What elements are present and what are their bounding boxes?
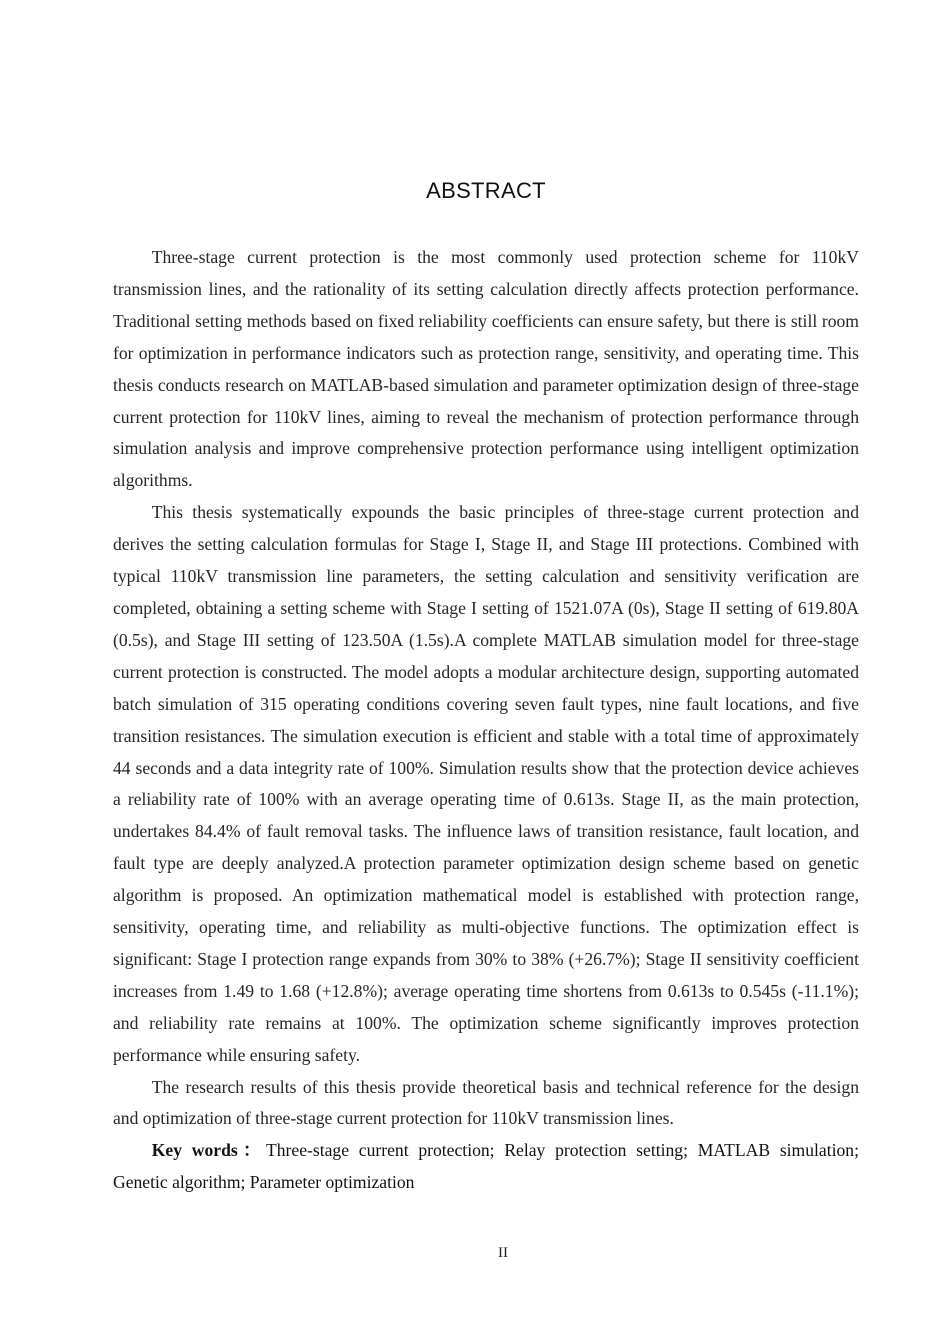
abstract-title: ABSTRACT (426, 178, 546, 203)
page-number: II (498, 1245, 508, 1261)
abstract-paragraph-3: The research results of this thesis provide theoretical basis and technical reference for the design and optimization of three-stage current protection for 110kV transmission lines. (113, 1076, 859, 1129)
keywords-line (113, 1135, 859, 1199)
keywords-label: Key words： (151, 1140, 266, 1161)
abstract-paragraph-2: This thesis systematically expounds the basic principles of three-stage current protection and derives the setting calculation formulas for Stage I, Stage II, and Stage III protections. Combined with typical 110kV transmission line parameters, the setting calculation and sensitivity verification are completed, obtaining a setting scheme with Stage I setting of 1521.07A (0s), Stage II setting of 619.80A (0.5s), and Stage III setting of 123.50A (1.5s).A complete MATLAB simulation model for three-stage current protection is constructed. The model adopts a modular architecture design, supporting automated batch simulation of 315 operating conditions covering seven fault types, nine fault locations, and five transition resistances. The simulation execution is efficient and stable with a total time of approximately 44 seconds and a data integrity rate of 100%. Simulation results show that the protection device achieves a reliability rate of 100% with an average operating time of 0.613s. Stage II, as the main protection, undertakes 84.4% of fault removal tasks. The influence laws of transition resistance, fault location, and fault type are deeply analyzed.A protection parameter optimization design scheme based on genetic algorithm is proposed. An optimization mathematical model is established with protection range, sensitivity, operating time, and reliability as multi-objective functions. The optimization effect is significant: Stage I protection range expands from 30% to 38% (+26.7%); Stage II sensitivity coefficient increases from 1.49 to 1.68 (+12.8%); average operating time shortens from 0.613s to 0.545s (-11.1%); and reliability rate remains at 100%. The optimization scheme significantly improves protection performance while ensuring safety. (113, 502, 859, 1065)
keywords-text: Three-stage current protection; Relay protection setting; MATLAB simulation; Genetic algorithm; Parameter optimization (113, 1140, 859, 1193)
abstract-paragraph-1: Three-stage current protection is the most commonly used protection scheme for 110kV transmission lines, and the rationality of its setting calculation directly affects protection performance. Traditional setting methods based on fixed reliability coefficients can ensure safety, but there is still room for optimization in performance indicators such as protection range, sensitivity, and operating time. This thesis conducts research on MATLAB-based simulation and parameter optimization design of three-stage current protection for 110kV lines, aiming to reveal the mechanism of protection performance through simulation analysis and improve comprehensive protection performance using intelligent optimization algorithms. (113, 247, 859, 491)
abstract-body (113, 242, 859, 1199)
